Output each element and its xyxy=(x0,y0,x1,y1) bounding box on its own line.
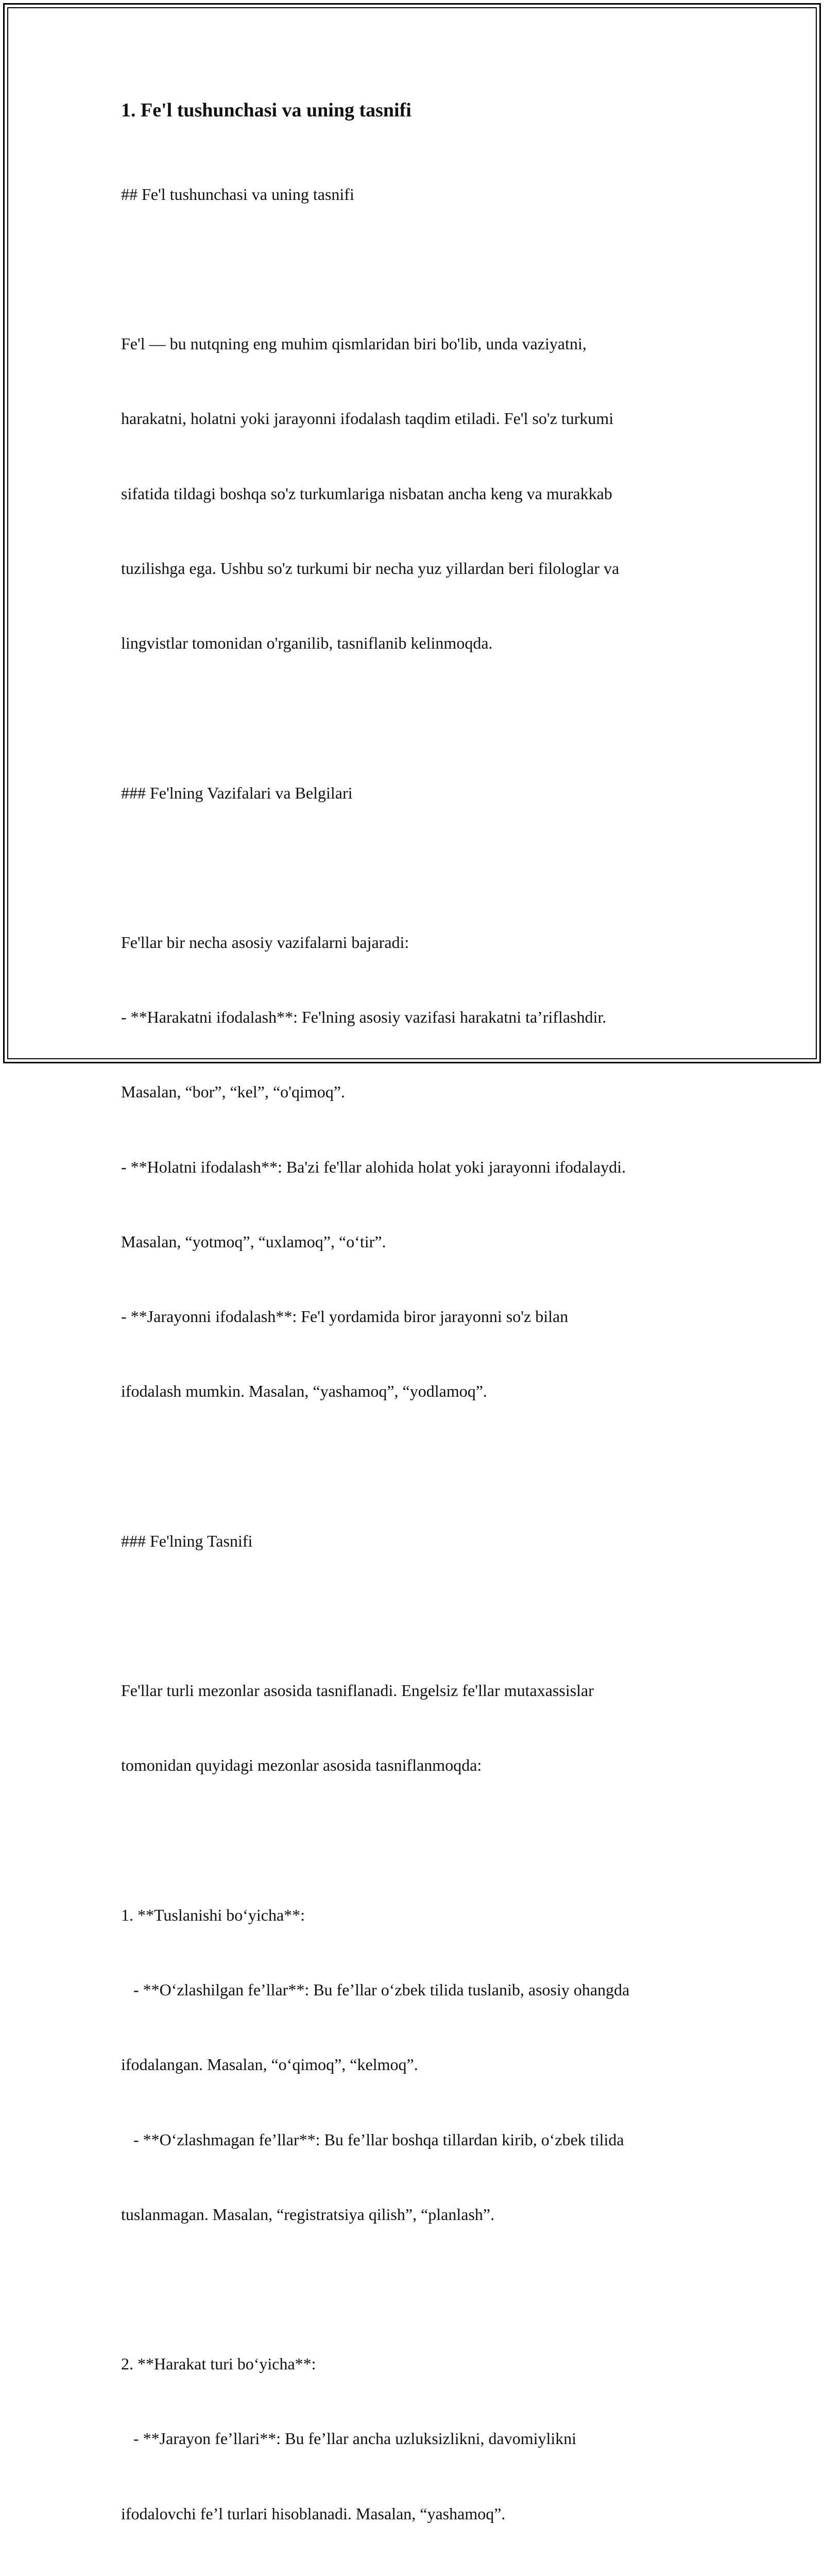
text-line: ### Fe'lning Tasnifi xyxy=(121,1529,711,1553)
document-text xyxy=(121,132,711,2576)
text-line: - **O‘zlashilgan fe’llar**: Bu fe’llar o‘zbek tilida tuslanib, asosiy ohangda xyxy=(121,1977,711,2002)
text-line xyxy=(121,2277,711,2301)
text-line: ifodalangan. Masalan, “o‘qimoq”, “kelmoq”. xyxy=(121,2052,711,2077)
text-line: ifodalovchi fe’l turlari hisoblanadi. Masalan, “yashamoq”. xyxy=(121,2501,711,2526)
text-line: - **Jarayonni ifodalash**: Fe'l yordamida biror jarayonni so'z bilan xyxy=(121,1304,711,1329)
text-line: 2. **Harakat turi bo‘yicha**: xyxy=(121,2351,711,2376)
text-line: ifodalash mumkin. Masalan, “yashamoq”, “yodlamoq”. xyxy=(121,1379,711,1403)
text-line: Fe'l — bu nutqning eng muhim qismlaridan biri bo'lib, unda vaziyatni, xyxy=(121,331,711,356)
text-line: harakatni, holatni yoki jarayonni ifodalash taqdim etiladi. Fe'l so'z turkumi xyxy=(121,406,711,431)
text-line xyxy=(121,1828,711,1853)
document-body xyxy=(121,97,711,2576)
text-line: - **O‘zlashmagan fe’llar**: Bu fe’llar boshqa tillardan kirib, o‘zbek tilida xyxy=(121,2127,711,2152)
text-line: - **Harakatni ifodalash**: Fe'lning asosiy vazifasi harakatni ta’riflashdir. xyxy=(121,1005,711,1029)
text-line xyxy=(121,705,711,730)
text-line xyxy=(121,1454,711,1479)
text-line: 1. **Tuslanishi bo‘yicha**: xyxy=(121,1903,711,1927)
text-line: - **Holatni ifodalash**: Ba'zi fe'llar alohida holat yoki jarayonni ifodalaydi. xyxy=(121,1155,711,1179)
text-line xyxy=(121,257,711,281)
text-line: lingvistlar tomonidan o'rganilib, tasniflanib kelinmoqda. xyxy=(121,631,711,655)
document-title: 1. Fe'l tushunchasi va uning tasnifi xyxy=(121,97,711,124)
text-line: Masalan, “yotmoq”, “uxlamoq”, “o‘tir”. xyxy=(121,1229,711,1254)
text-line xyxy=(121,1603,711,1628)
text-line: tuzilishga ega. Ushbu so'z turkumi bir necha yuz yillardan beri filologlar va xyxy=(121,556,711,581)
text-line: Fe'llar turli mezonlar asosida tasniflanadi. Engelsiz fe'llar mutaxassislar xyxy=(121,1678,711,1703)
text-line: Fe'llar bir necha asosiy vazifalarni bajaradi: xyxy=(121,930,711,955)
text-line: ## Fe'l tushunchasi va uning tasnifi xyxy=(121,182,711,207)
text-line: tomonidan quyidagi mezonlar asosida tasniflanmoqda: xyxy=(121,1753,711,1777)
text-line: tuslanmagan. Masalan, “registratsiya qilish”, “planlash”. xyxy=(121,2202,711,2227)
text-line: ### Fe'lning Vazifalari va Belgilari xyxy=(121,781,711,805)
text-line: - **Jarayon fe’llari**: Bu fe’llar ancha uzluksizlikni, davomiylikni xyxy=(121,2426,711,2451)
text-line: sifatida tildagi boshqa so'z turkumlariga nisbatan ancha keng va murakkab xyxy=(121,481,711,506)
text-line xyxy=(121,855,711,880)
text-line: Masalan, “bor”, “kel”, “o'qimoq”. xyxy=(121,1079,711,1104)
